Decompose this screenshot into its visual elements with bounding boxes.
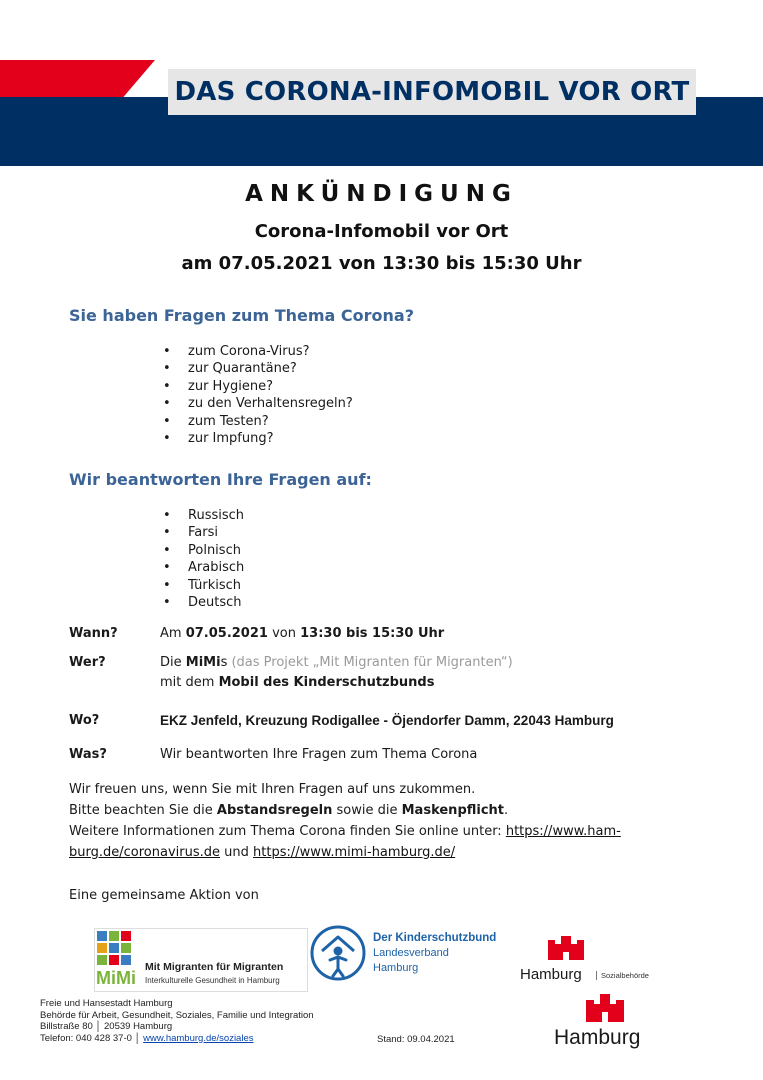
mimi-title: Mit Migranten für Migranten [145, 961, 284, 973]
detail-value: Am 07.05.2021 von 13:30 bis 15:30 Uhr [160, 626, 445, 641]
soziales-link[interactable]: www.hamburg.de/soziales [143, 1032, 254, 1044]
closing-line-3: Weitere Informationen zum Thema Corona finden Sie online unter: https://www.ham- [69, 824, 621, 839]
closing-line-2: Bitte beachten Sie die Abstandsregeln sowie die Maskenpflicht. [69, 803, 509, 818]
closing-paragraph [69, 779, 621, 863]
announcement-datetime: am 07.05.2021 von 13:30 bis 15:30 Uhr [181, 253, 582, 274]
list-item: • Türkisch [160, 577, 244, 594]
detail-label: Wo? [69, 713, 100, 728]
footer-line: Behörde für Arbeit, Gesundheit, Soziales, Familie und Integration [40, 1009, 314, 1021]
sozialbehoerde-logo [518, 934, 668, 986]
coronavirus-link[interactable]: https://www.ham- [505, 824, 621, 839]
dksb-line2: Landesverband [373, 947, 449, 959]
page-title: DAS CORONA-INFOMOBIL VOR ORT [168, 69, 696, 115]
mimi-subtitle: Interkulturelle Gesundheit in Hamburg [145, 976, 280, 985]
dksb-name: Der Kinderschutzbund [373, 932, 497, 944]
hamburg-logo [552, 992, 658, 1054]
detail-value: EKZ Jenfeld, Kreuzung Rodigallee - Öjendorfer Damm, 22043 Hamburg [160, 713, 614, 728]
joint-action-text: Eine gemeinsame Aktion von [69, 888, 259, 903]
footer-address [40, 998, 314, 1044]
announcement-subtitle: Corona-Infomobil vor Ort [254, 221, 509, 242]
closing-line-1: Wir freuen uns, wenn Sie mit Ihren Fragen auf uns zukommen. [69, 782, 476, 797]
mimi-wordmark: MiMi [96, 968, 136, 988]
list-item: • Deutsch [160, 594, 244, 611]
detail-value: Wir beantworten Ihre Fragen zum Thema Corona [160, 747, 478, 762]
mimi-link[interactable]: https://www.mimi-hamburg.de/ [253, 845, 456, 860]
detail-label: Wann? [69, 626, 118, 641]
languages-list [160, 507, 244, 611]
list-item: • zur Quarantäne? [160, 360, 353, 377]
announcement-heading: ANKÜNDIGUNG [245, 181, 518, 207]
list-item: • Russisch [160, 507, 244, 524]
languages-heading: Wir beantworten Ihre Fragen auf: [69, 470, 372, 489]
hamburg-castle-icon [552, 992, 658, 1024]
detail-value: Die MiMis (das Projekt „Mit Migranten für Migranten“) [160, 655, 513, 670]
coronavirus-link-cont[interactable]: burg.de/coronavirus.de [69, 845, 220, 860]
list-item: • zur Hygiene? [160, 378, 353, 395]
detail-label: Wer? [69, 655, 106, 670]
detail-value-line2: mit dem Mobil des Kinderschutzbunds [160, 675, 435, 690]
sozialbehoerde-dept: Sozialbehörde [596, 971, 649, 980]
questions-heading: Sie haben Fragen zum Thema Corona? [69, 306, 414, 325]
closing-line-4: burg.de/coronavirus.de und https://www.mimi-hamburg.de/ [69, 845, 456, 860]
sozialbehoerde-city: Hamburg [520, 966, 582, 983]
hamburg-wordmark: Hamburg [554, 1026, 641, 1049]
questions-list [160, 343, 353, 447]
footer-line: Freie und Hansestadt Hamburg [40, 998, 173, 1009]
mimi-logo [94, 928, 308, 992]
detail-label: Was? [69, 747, 107, 762]
hamburg-castle-icon [518, 934, 668, 964]
list-item: • zum Testen? [160, 413, 353, 430]
footer-line: Billstraße 80 │ 20539 Hamburg [40, 1021, 173, 1033]
list-item: • Arabisch [160, 559, 244, 576]
list-item: • zu den Verhaltensregeln? [160, 395, 353, 412]
dksb-line3: Hamburg [373, 962, 419, 974]
document-date: Stand: 09.04.2021 [377, 1034, 455, 1045]
list-item: • Farsi [160, 524, 244, 541]
kinderschutzbund-logo [308, 913, 508, 993]
list-item: • Polnisch [160, 542, 244, 559]
list-item: • zur Impfung? [160, 430, 353, 447]
footer-line: Telefon: 040 428 37-0 │ www.hamburg.de/soziales [40, 1032, 254, 1044]
kinderschutzbund-icon [308, 913, 368, 993]
list-item: • zum Corona-Virus? [160, 343, 353, 360]
